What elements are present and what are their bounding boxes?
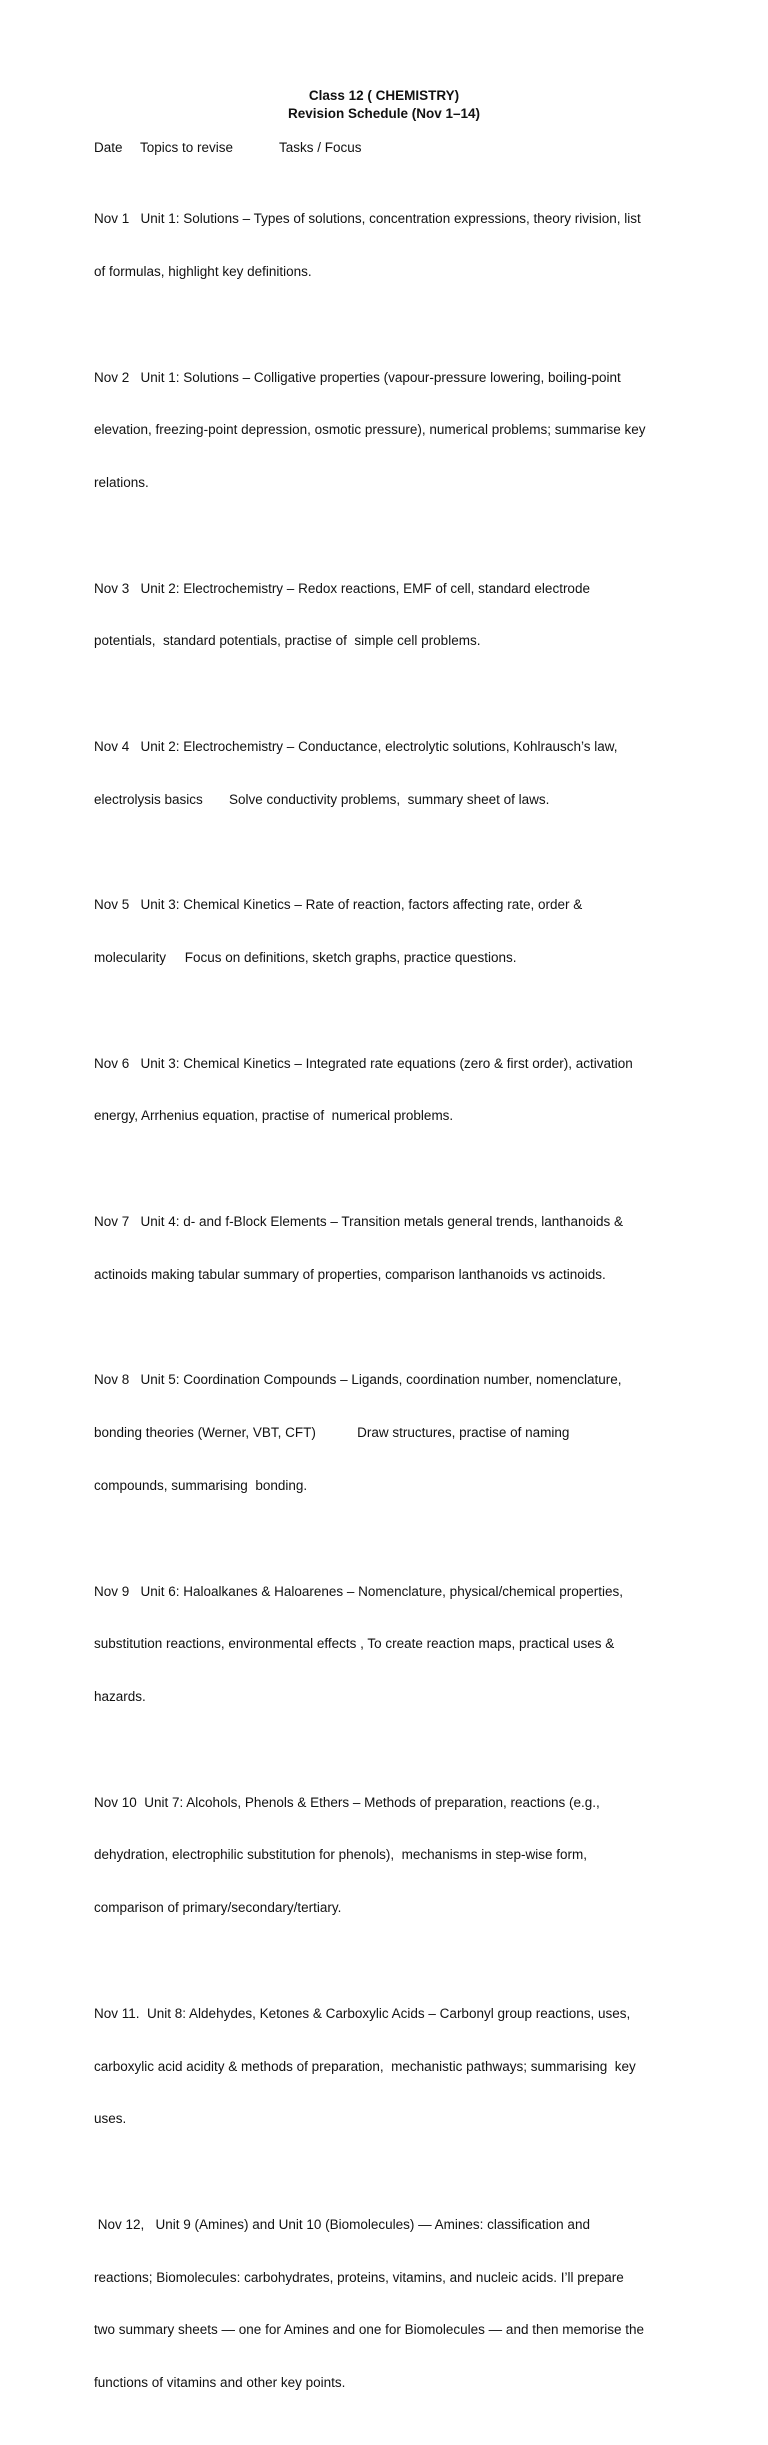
entry-line: two summary sheets — one for Amines and one for Biomolecules — and then memorise the <box>94 2322 645 2338</box>
entry-line: functions of vitamins and other key points. <box>94 2375 346 2391</box>
entry-line: carboxylic acid acidity & methods of preparation, mechanistic pathways; summarising key <box>94 2058 636 2074</box>
schedule-entry <box>94 861 676 1002</box>
schedule-entry <box>94 1970 676 2164</box>
entry-line: Nov 7 Unit 4: d- and f-Block Elements – Transition metals general trends, lanthanoids & <box>94 1214 624 1230</box>
entry-line: hazards. <box>94 1689 146 1705</box>
entry-line: reactions; Biomolecules: carbohydrates, proteins, vitamins, and nucleic acids. I’ll prepare <box>94 2269 624 2285</box>
entry-line: Nov 12, Unit 9 (Amines) and Unit 10 (Biomolecules) — Amines: classification and <box>94 2216 590 2232</box>
entry-line: actinoids making tabular summary of properties, comparison lanthanoids vs actinoids. <box>94 1266 606 1282</box>
column-header-topics: Topics to revise <box>140 140 234 155</box>
entry-line: Nov 10 Unit 7: Alcohols, Phenols & Ethers – Methods of preparation, reactions (e.g., <box>94 1794 600 1810</box>
entry-line: of formulas, highlight key definitions. <box>94 263 312 279</box>
entry-line: electrolysis basics Solve conductivity problems, summary sheet of laws. <box>94 791 550 807</box>
schedule-entry <box>94 1020 676 1161</box>
column-header-row <box>94 139 362 157</box>
entry-line: Nov 2 Unit 1: Solutions – Colligative properties (vapour-pressure lowering, boiling-point <box>94 369 621 385</box>
entry-line: compounds, summarising bonding. <box>94 1477 308 1493</box>
schedule-entry <box>94 175 676 316</box>
title-block <box>0 87 768 122</box>
entry-line: bonding theories (Werner, VBT, CFT) Draw structures, practise of naming <box>94 1425 570 1441</box>
entry-line: relations. <box>94 475 149 491</box>
entry-line: energy, Arrhenius equation, practise of numerical problems. <box>94 1108 454 1124</box>
schedule-entry <box>94 1758 676 1952</box>
document-subtitle: Revision Schedule (Nov 1–14) <box>287 105 481 121</box>
entry-line: Nov 6 Unit 3: Chemical Kinetics – Integrated rate equations (zero & first order), activation <box>94 1055 633 1071</box>
schedule-entry <box>94 1547 676 1741</box>
entry-line: substitution reactions, environmental effects , To create reaction maps, practical uses & <box>94 1636 615 1652</box>
column-header-date: Date <box>94 140 123 155</box>
entry-line: comparison of primary/secondary/tertiary. <box>94 1900 342 1916</box>
schedule-entry <box>94 1336 676 1530</box>
schedule-entry <box>94 544 676 685</box>
entry-line: dehydration, electrophilic substitution for phenols), mechanisms in step-wise form, <box>94 1847 587 1863</box>
schedule-entry <box>94 1178 676 1319</box>
schedule-entry <box>94 333 676 527</box>
document-title: Class 12 ( CHEMISTRY) <box>308 88 460 103</box>
entry-line: Nov 9 Unit 6: Haloalkanes & Haloarenes – Nomenclature, physical/chemical properties, <box>94 1583 624 1599</box>
entry-line: uses. <box>94 2111 127 2127</box>
entry-line: Nov 11. Unit 8: Aldehydes, Ketones & Carboxylic Acids – Carbonyl group reactions, uses, <box>94 2005 631 2021</box>
schedule-entry <box>94 2181 676 2427</box>
entry-line: potentials, standard potentials, practise of simple cell problems. <box>94 633 481 649</box>
entry-line: molecularity Focus on definitions, sketch graphs, practice questions. <box>94 950 517 966</box>
entry-line: Nov 3 Unit 2: Electrochemistry – Redox reactions, EMF of cell, standard electrode <box>94 580 590 596</box>
entry-line: elevation, freezing-point depression, osmotic pressure), numerical problems; summarise key <box>94 422 646 438</box>
entry-line: Nov 1 Unit 1: Solutions – Types of solutions, concentration expressions, theory rivision, list <box>94 211 641 227</box>
column-header-tasks: Tasks / Focus <box>279 140 362 155</box>
schedule-entries <box>94 175 676 2445</box>
schedule-entry <box>94 703 676 844</box>
entry-line: Nov 8 Unit 5: Coordination Compounds – Ligands, coordination number, nomenclature, <box>94 1372 622 1388</box>
entry-line: Nov 5 Unit 3: Chemical Kinetics – Rate of reaction, factors affecting rate, order & <box>94 897 583 913</box>
entry-line: Nov 4 Unit 2: Electrochemistry – Conductance, electrolytic solutions, Kohlrausch’s law, <box>94 739 618 754</box>
